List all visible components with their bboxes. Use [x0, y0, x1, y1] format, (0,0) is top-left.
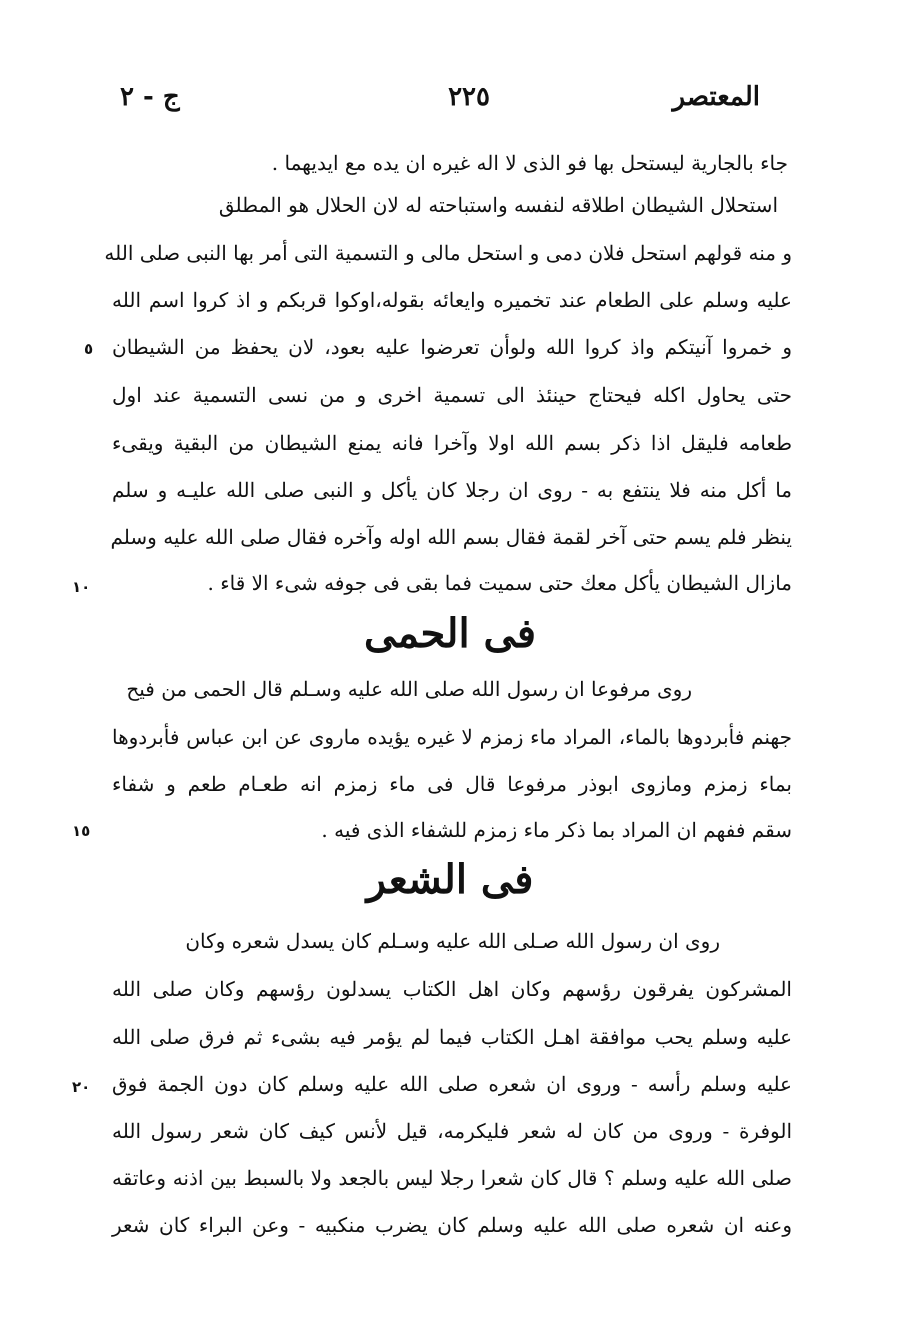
text-line: روى مرفوعا ان رسول الله صلى الله عليه وسـلم قال الحمى من فيح [126, 677, 692, 701]
text-line: عليه وسلم يحب موافقة اهـل الكتاب فيما لم يؤمر فيه بشىء ثم فرق صلى الله [112, 1025, 792, 1049]
page-header [120, 82, 760, 122]
text-line: مازال الشيطان يأكل معك حتى سميت فما بقى فى جوفه شىء الا قاء . [207, 571, 792, 595]
line-number-5: ٥ [84, 340, 94, 358]
text-line: و منه قولهم استحل فلان دمى و استحل مالى و التسمية التى أمر بها النبى صلى الله [104, 241, 792, 265]
text-line: صلى الله عليه وسلم ؟ قال كان شعرا رجلا ليس بالجعد ولا بالسبط بين اذنه وعاتقه [112, 1166, 792, 1190]
line-number-15: ١٥ [72, 822, 91, 840]
text-line: طعامه فليقل اذا ذكر بسم الله اولا وآخرا فانه يمنع الشيطان من البقية ويقىء [112, 431, 792, 455]
section-heading-hair: فى الشعر [366, 856, 534, 903]
text-line: ينظر فلم يسم حتى آخر لقمة فقال بسم الله اوله وآخره فقال صلى الله عليه وسلم [110, 525, 792, 549]
text-line: و خمروا آنيتكم واذ كروا الله ولوأن تعرضوا عليه بعود، لان يحفظ من الشيطان [112, 335, 792, 359]
line-number-10: ١٠ [72, 578, 91, 596]
text-line: جهنم فأبردوها بالماء، المراد ماء زمزم لا غيره يؤيده ماروى عن ابن عباس فأبردوها [112, 725, 792, 749]
text-line: استحلال الشيطان اطلاقه لنفسه واستباحته له لان الحلال هو المطلق [218, 193, 778, 217]
text-line: بماء زمزم ومازوى ابوذر مرفوعا قال فى ماء زمزم انه طعـام طعم و شفاء [112, 772, 792, 796]
text-line: ما أكل منه فلا ينتفع به - روى ان رجلا كان يأكل و النبى صلى الله عليـه و سلم [112, 478, 792, 502]
section-heading-fever: فى الحمى [364, 610, 536, 657]
book-title: المعتصر [672, 82, 760, 112]
text-line: عليه وسلم على الطعام عند تخميره وايعائه بقوله،اوكوا قربكم و اذ كروا اسم الله [112, 288, 792, 312]
text-line: سقم ففهم ان المراد بما ذكر ماء زمزم للشفاء الذى فيه . [321, 818, 792, 842]
text-line: جاء بالجارية ليستحل بها فو الذى لا اله غيره ان يده مع ايديهما . [271, 151, 788, 175]
text-line: حتى يحاول اكله فيحتاج حينئذ الى تسمية اخرى و من نسى التسمية عند اول [112, 383, 792, 407]
volume-label: ج - ٢ [120, 82, 180, 112]
line-number-20: ٢٠ [72, 1078, 91, 1096]
text-line: المشركون يفرقون رؤسهم وكان اهل الكتاب يسدلون رؤسهم وكان صلى الله [112, 977, 792, 1001]
text-line: وعنه ان شعره صلى الله عليه وسلم كان يضرب منكبيه - وعن البراء كان شعر [112, 1213, 792, 1237]
text-line: عليه وسلم رأسه - وروى ان شعره صلى الله عليه وسلم كان دون الجمة فوق [112, 1072, 792, 1096]
text-line: روى ان رسول الله صـلى الله عليه وسـلم كان يسدل شعره وكان [185, 929, 720, 953]
text-line: الوفرة - وروى من كان له شعر فليكرمه، قيل لأنس كيف كان شعر رسول الله [112, 1119, 792, 1143]
page-number: ٢٢٥ [448, 82, 490, 112]
